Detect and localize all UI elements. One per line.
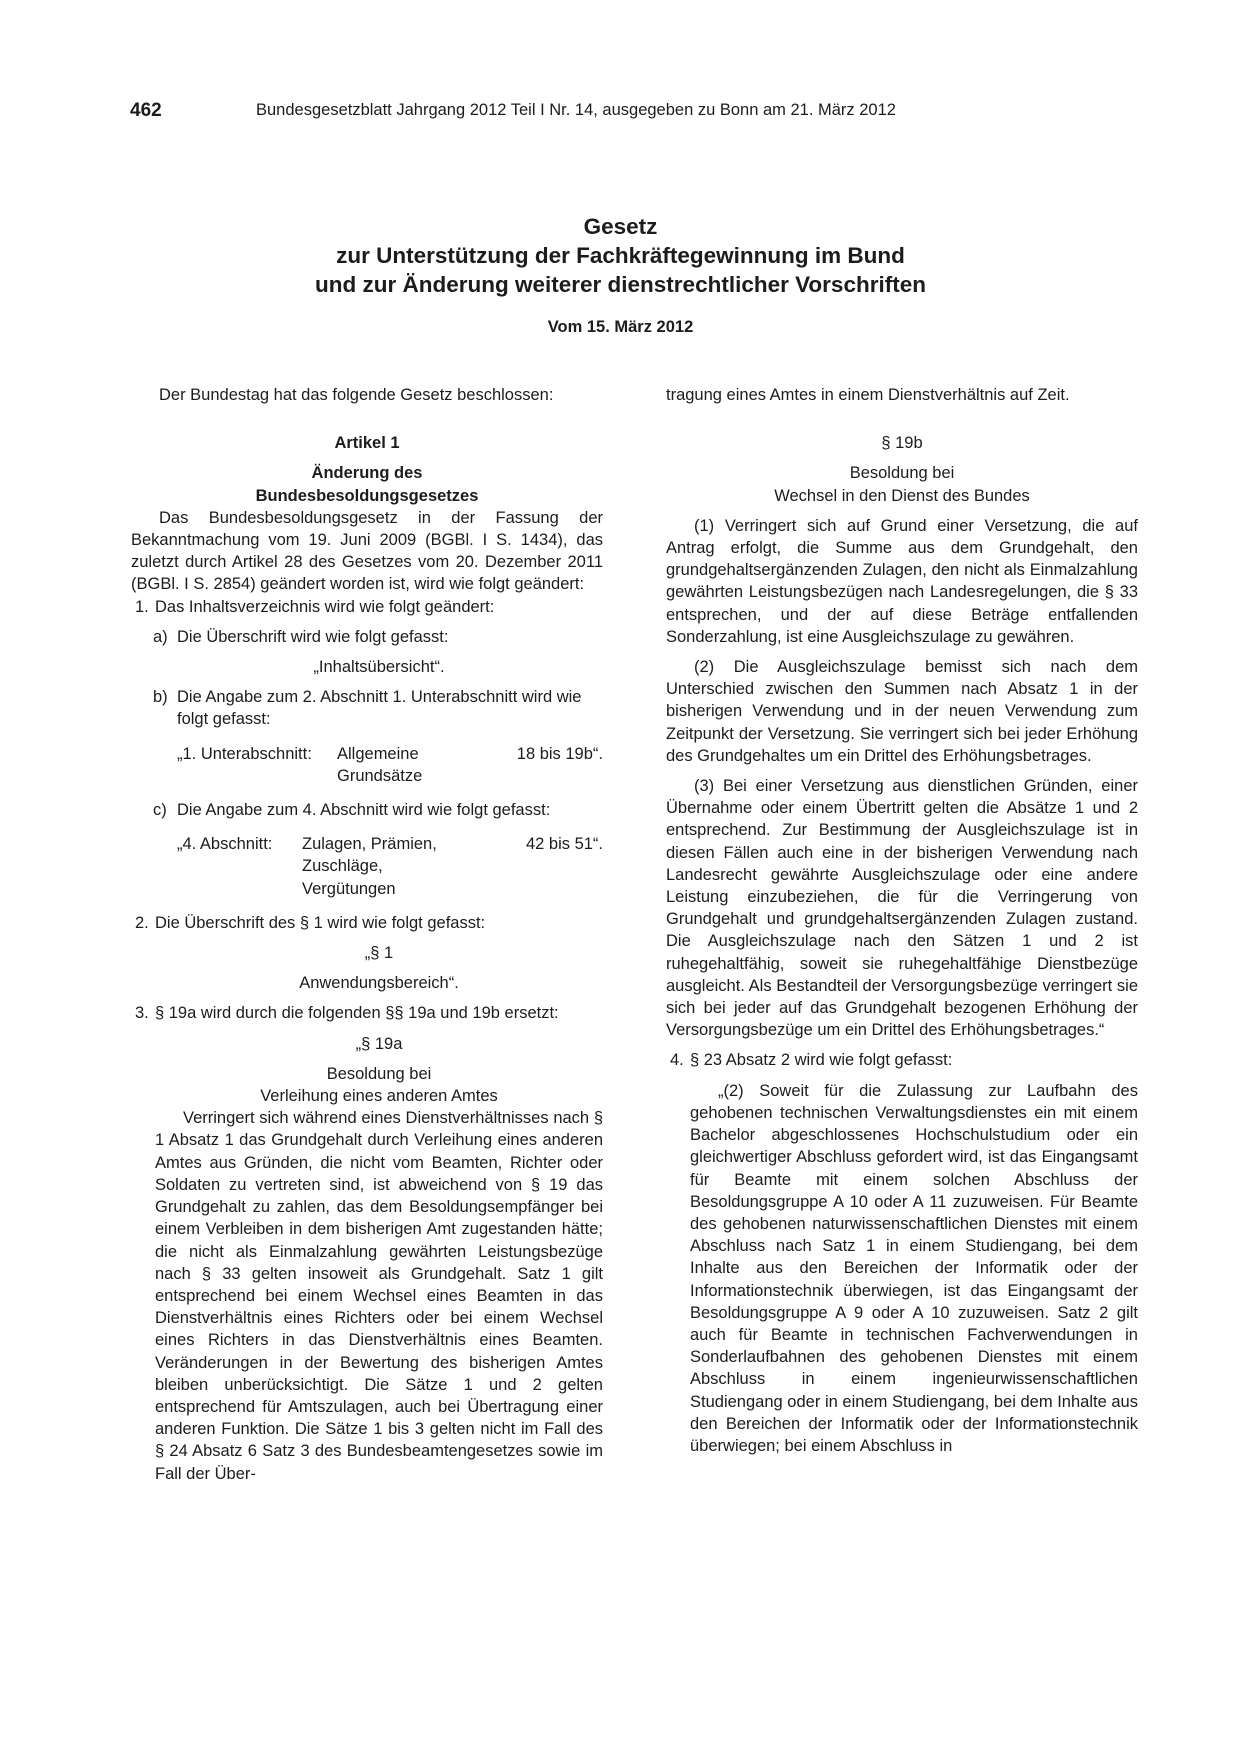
item-marker: b)	[153, 688, 168, 707]
list-item-1	[131, 596, 603, 618]
section-19a-title-line-1: Besoldung bei	[326, 1064, 432, 1083]
item-marker: c)	[153, 801, 167, 820]
section-1-title: Anwendungsbereich“.	[299, 974, 459, 993]
title-line-2: zur Unterstützung der Fachkräftegewinnung im Bund	[336, 243, 905, 268]
right-column	[666, 384, 1138, 1457]
continuation-text: tragung eines Amtes in einem Dienstverhältnis auf Zeit.	[666, 386, 1070, 404]
toc-content: Zulagen, Prämien, Zuschläge, Vergütungen	[302, 835, 437, 898]
law-title	[0, 212, 1241, 299]
section-19b-absatz-1: (1) Verringert sich auf Grund einer Versetzung, die auf Antrag erfolgt, die Summe aus dem Grundgehalt, den grundgehaltsergänzenden Zulagen, den nicht als Einmalzahlung gewährten Leistungsbezügen nach Landesregelungen, die § 33 entsprechen, und der auf diese Beträge entfallenden Sonderzahlung, ist eine Ausgleichszulage zu gewähren.	[666, 516, 1138, 646]
toc-entry-abschnitt	[177, 833, 603, 900]
item-text: Die Überschrift des § 1 wird wie folgt gefasst:	[155, 913, 486, 932]
toc-label: „4. Abschnitt:	[177, 835, 273, 854]
item-text: Die Angabe zum 4. Abschnitt wird wie folgt gefasst:	[177, 801, 551, 820]
running-head: Bundesgesetzblatt Jahrgang 2012 Teil I Nr. 14, ausgegeben zu Bonn am 21. März 2012	[256, 101, 896, 119]
intro-paragraph: Der Bundestag hat das folgende Gesetz beschlossen:	[159, 386, 554, 404]
list-item-1a	[131, 626, 603, 648]
item-text: § 19a wird durch die folgenden §§ 19a und 19b ersetzt:	[155, 1004, 559, 1023]
section-19b-title-line-2: Wechsel in den Dienst des Bundes	[774, 486, 1030, 505]
artikel-title-line-1: Änderung des	[311, 464, 423, 483]
list-item-1c	[131, 799, 603, 821]
item-marker: 4.	[670, 1051, 684, 1070]
item-marker: 1.	[135, 597, 149, 616]
law-date: Vom 15. März 2012	[547, 318, 694, 336]
toc-content: Allgemeine Grundsätze	[337, 744, 423, 785]
toc-entry-unterabschnitt	[177, 743, 603, 787]
section-19b-absatz-2: (2) Die Ausgleichszulage bemisst sich nach dem Unterschied zwischen den Summen nach Absatz 1 in der bisherigen Verwendung und in der neuen Verwendung zum Zeitpunkt der Versetzung. Sie verringert sich bei jeder Erhöhung des Grundgehaltes um ein Drittel des Erhöhungsbetrages.	[666, 658, 1138, 765]
section-19a	[131, 1033, 603, 1485]
page-header	[130, 100, 1120, 124]
toc-label: „1. Unterabschnitt:	[177, 744, 312, 763]
section-1-number: „§ 1	[364, 944, 394, 963]
section-23-absatz-2: „(2) Soweit für die Zulassung zur Laufbahn des gehobenen technischen Verwaltungsdienstes ein mit einem Bachelor abgeschlossenes Hochschulstudium oder ein gleichwertiger Abschluss gefordert wird, ist das Eingangsamt für Beamte mit einem solchen Abschluss der Besoldungsgruppe A 10 oder A 11 zuzuweisen. Für Beamte des gehobenen naturwissenschaftlichen Dienstes mit einem Abschluss nach Satz 1 in einem Studiengang, bei dem Inhalte aus den Bereichen der Informatik oder der Informationstechnik überwiegen, ist das Eingangsamt der Besoldungsgruppe A 9 oder A 10 zuzuweisen. Satz 2 gilt auch für Beamte in technischen Fachverwendungen in Sonderlaufbahnen des gehobenen Dienstes mit einem Abschluss in einem ingenieurwissenschaftlichen Studiengang oder in einem Studiengang, bei dem Inhalte aus den Bereichen der Informatik oder der Informationstechnik überwiegen; bei einem Abschluss in	[690, 1081, 1138, 1455]
quote-inhaltsuebersicht: „Inhaltsübersicht“.	[313, 658, 445, 677]
item-marker: 3.	[135, 1004, 149, 1023]
section-19a-text: Verringert sich während eines Dienstverhältnisses nach § 1 Absatz 1 das Grundgehalt durch Verleihung eines anderen Amtes aus Gründen, die nicht vom Beamten, Richter oder Soldaten zu vertreten sind, ist abweichend von § 19 das Grundgehalt zu zahlen, das dem Besoldungsempfänger bei einem Verbleiben in dem bisherigen Amt zugestanden hätte; die nicht als Einmalzahlung gewährten Leistungsbezüge nach § 33 gelten insoweit als Grundgehalt. Satz 1 gilt entsprechend bei einem Wechsel eines Beamten in das Dienstverhältnis eines Richters oder bei einem Wechsel eines Richters in das Dienstverhältnis eines Beamten. Veränderungen in der Bewertung des bisherigen Amtes bleiben unberücksichtigt. Die Sätze 1 und 2 gelten entsprechend für Amtszulagen, auch bei Übertragung einer anderen Funktion. Die Sätze 1 bis 3 gelten nicht im Fall des § 24 Absatz 6 Satz 3 des Bundesbeamtengesetzes sowie im Fall der Über-	[155, 1109, 603, 1483]
list-item-2	[131, 912, 603, 934]
page-number: 462	[130, 100, 162, 121]
section-23-quote	[666, 1080, 1138, 1457]
title-line-1: Gesetz	[583, 214, 658, 239]
artikel-title-line-2: Bundesbesoldungsgesetzes	[255, 486, 479, 505]
section-19a-title-line-2: Verleihung eines anderen Amtes	[260, 1087, 498, 1106]
item-marker: 2.	[135, 913, 149, 932]
item-text: Die Überschrift wird wie folgt gefasst:	[177, 627, 449, 646]
artikel-intro: Das Bundesbesoldungsgesetz in der Fassung der Bekanntmachung vom 19. Juni 2009 (BGBl. I S. 1434), das zuletzt durch Artikel 28 des Gesetzes vom 20. Dezember 2011 (BGBl. I S. 2854) geändert worden ist, wird wie folgt geändert:	[131, 508, 603, 594]
item-marker: a)	[153, 627, 168, 646]
item-text: § 23 Absatz 2 wird wie folgt gefasst:	[690, 1051, 953, 1070]
list-item-3	[131, 1002, 603, 1024]
item-text: Die Angabe zum 2. Abschnitt 1. Unterabschnitt wird wie folgt gefasst:	[177, 688, 582, 729]
section-19a-number: „§ 19a	[355, 1034, 403, 1053]
artikel-heading: Artikel 1	[334, 434, 400, 453]
toc-range: 42 bis 51“.	[525, 835, 603, 854]
section-19b-title-line-1: Besoldung bei	[849, 464, 955, 483]
list-item-4	[666, 1049, 1138, 1071]
section-19b-absatz-3: (3) Bei einer Versetzung aus dienstlichen Gründen, einer Übernahme oder einem Übertritt gelten die Absätze 1 und 2 entsprechend. Zur Bestimmung der Ausgleichszulage ist in diesen Fällen auch eine in der bisherigen Verwendung nach Landesrecht gewährte Ausgleichszulage oder eine andere Leistung einzubeziehen, die für die Verringerung von Grundgehalt und grundgehaltsergänzenden Zulagen zustand. Die Ausgleichszulage nach den Sätzen 1 und 2 ist ruhegehaltfähig, soweit sie ruhegehaltfähige Dienstbezüge ausgleicht. Als Bestandteil der Versorgungsbezüge verringert sie sich bei jeder auf das Grundgehalt bezogenen Erhöhung der Versorgungsbezüge um ein Drittel des Erhöhungsbetrages.“	[666, 777, 1138, 1040]
title-line-3: und zur Änderung weiterer dienstrechtlicher Vorschriften	[315, 272, 926, 297]
list-item-1b	[131, 686, 603, 730]
toc-range: 18 bis 19b“.	[516, 744, 603, 763]
left-column	[131, 384, 603, 1485]
item-text: Das Inhaltsverzeichnis wird wie folgt geändert:	[155, 597, 495, 616]
section-19b-number: § 19b	[881, 434, 923, 453]
